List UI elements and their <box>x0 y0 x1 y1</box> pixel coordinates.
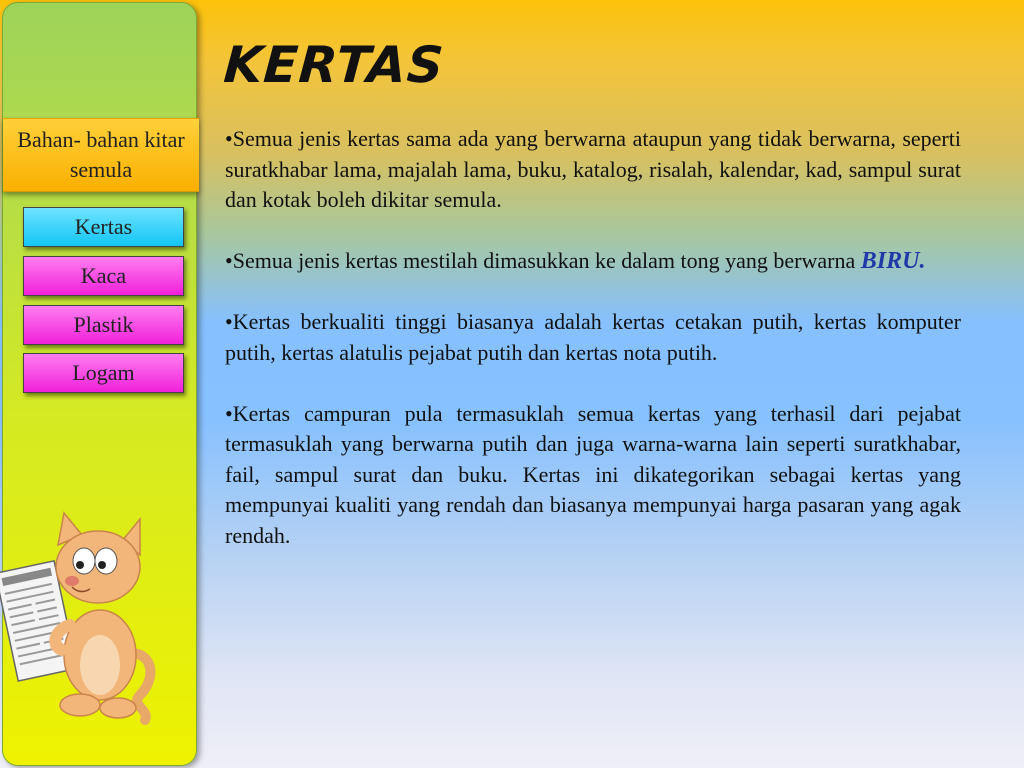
nav-button-kaca[interactable] <box>23 256 184 296</box>
paragraph-2-text: •Semua jenis kertas mestilah dimasukkan ke dalam tong yang berwarna <box>225 248 861 273</box>
nav-button-label: Plastik <box>73 312 134 337</box>
paragraph-4: •Kertas campuran pula termasuklah semua kertas yang terhasil dari pejabat termasuklah yang berwarna putih dan juga warna-warna lain seperti suratkhabar, fail, sampul surat dan buku. Kertas ini dikategorikan sebagai kertas yang mempunyai kualiti yang rendah dan biasanya mempunyai harga pasaran yang agak rendah. <box>225 400 961 548</box>
sidebar-title-text: Bahan- bahan kitar semula <box>17 127 185 182</box>
nav-button-logam[interactable] <box>23 353 184 393</box>
paragraph-2 <box>225 246 961 277</box>
nav-button-plastik[interactable] <box>23 305 184 345</box>
nav-button-label: Logam <box>72 360 135 385</box>
nav-button-kertas[interactable] <box>23 207 184 247</box>
content-body <box>225 124 961 582</box>
nav-button-label: Kaca <box>80 263 127 288</box>
page-title: KERTAS <box>221 36 447 94</box>
nav-button-label: Kertas <box>74 214 133 239</box>
paragraph-3: •Kertas berkualiti tinggi biasanya adalah kertas cetakan putih, kertas komputer putih, kertas alatulis pejabat putih dan kertas nota putih. <box>225 309 961 365</box>
emphasis-biru: BIRU. <box>860 248 926 274</box>
paragraph-1: •Semua jenis kertas sama ada yang berwarna ataupun yang tidak berwarna, seperti suratkhabar lama, majalah lama, buku, katalog, risalah, kalendar, kad, sampul surat dan kotak boleh dikitar semula. <box>225 126 961 212</box>
cat-reading-newspaper-icon <box>0 505 172 725</box>
sidebar-title <box>3 118 199 192</box>
